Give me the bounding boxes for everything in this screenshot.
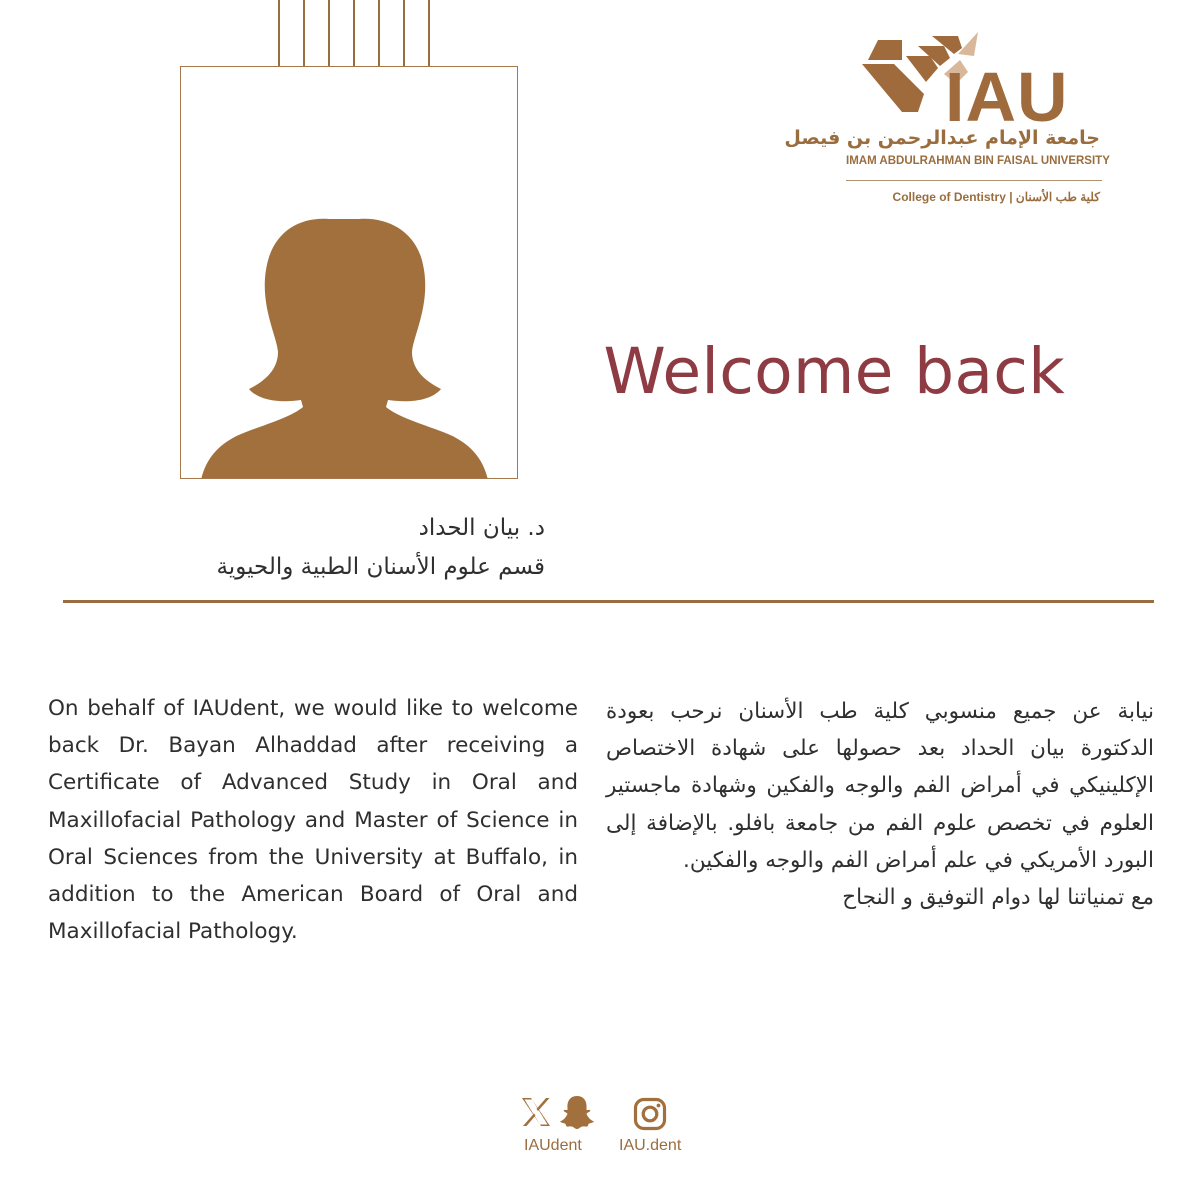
welcome-headline: Welcome back [603,335,1065,408]
hanger-string [403,0,405,66]
social-handle-x-snapchat[interactable]: IAUdent [524,1137,582,1154]
hanger-string [278,0,280,66]
hanger-string [428,0,430,66]
announcement-english: On behalf of IAUdent, we would like to welcome back Dr. Bayan Alhaddad after receiving a Certificate of Advanced Study in Oral and Maxillofacial Pathology and Master of Science in Oral Sciences from the University at Buffalo, in addition to the American Board of Oral and Maxillofacial Pathology. [48,696,578,945]
university-name-arabic: جامعة الإمام عبدالرحمن بن فيصل [784,127,1100,149]
logo-letters: IAU [945,58,1069,136]
university-name-english: IMAM ABDULRAHMAN BIN FAISAL UNIVERSITY [846,155,1110,167]
person-name: د. بيان الحداد [418,515,545,541]
female-silhouette-icon [181,67,518,479]
logo-divider [846,180,1102,181]
announcement-arabic-closing: مع تمنياتنا لها دوام التوفيق و النجاح [842,885,1154,911]
hanger-string [328,0,330,66]
social-handle-instagram[interactable]: IAU.dent [619,1137,682,1154]
hanger-string [303,0,305,66]
announcement-arabic [606,693,1154,916]
college-name: College of Dentistry | كلية طب الأسنان [892,190,1100,204]
snapchat-icon[interactable] [558,1093,596,1131]
instagram-icon[interactable] [633,1097,667,1131]
photo-frame [180,66,518,479]
hanger-string [378,0,380,66]
x-icon[interactable] [520,1096,552,1128]
section-divider [63,600,1154,603]
person-department: قسم علوم الأسنان الطبية والحيوية [216,554,545,580]
hanger-string [353,0,355,66]
announcement-arabic-text: نيابة عن جميع منسوبي كلية طب الأسنان نرحب بعودة الدكتورة بيان الحداد بعد حصولها على شهادة الاختصاص الإكلينيكي في أمراض الفم والوجه والفكين وشهادة ماجستير العلوم في تخصص علوم الفم من جامعة بافلو. بالإضافة إلى البورد الأمريكي في علم أمراض الفم والوجه والفكين. [606,699,1154,873]
